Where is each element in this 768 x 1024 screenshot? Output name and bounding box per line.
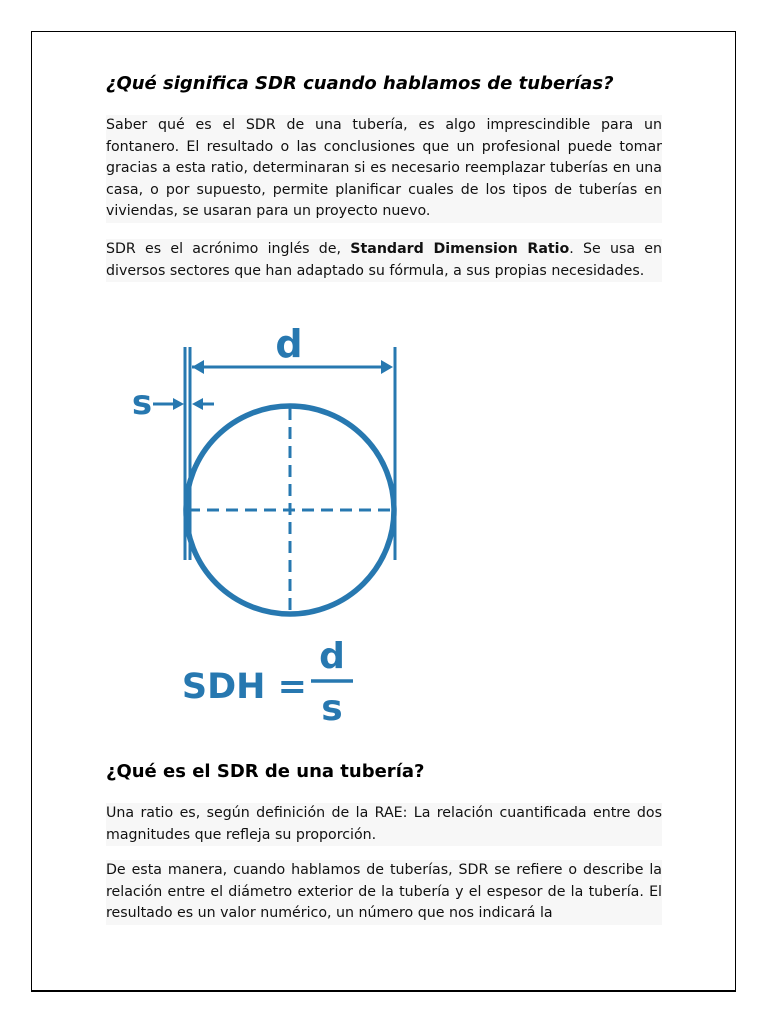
ratio-definition-paragraph: Una ratio es, según definición de la RAE: La relación cuantificada entre dos magnitudes que refleja su proporción.	[106, 803, 662, 846]
intro-paragraph: Saber qué es el SDR de una tubería, es algo imprescindible para un fontanero. El resultado o las conclusiones que un profesional puede tomar gracias a esta ratio, determinaran si es necesario reemplazar tuberías en una casa, o por supuesto, permite planificar cuales de los tipos de tuberías en viviendas, se usaran para un proyecto nuevo.	[106, 115, 662, 223]
acronym-paragraph-prefix: SDR es el acrónimo inglés de,	[106, 241, 351, 257]
arrowhead-icon	[192, 398, 203, 410]
formula-numerator: d	[319, 636, 345, 677]
arrowhead-icon	[381, 360, 393, 374]
sdr-explanation-paragraph: De esta manera, cuando hablamos de tuberías, SDR se refiere o describe la relación entre el diámetro exterior de la tubería y el espesor de la tubería. El resultado es un valor numérico, un número que nos indicará la	[106, 860, 662, 925]
formula-lhs: SDH =	[181, 667, 307, 707]
diameter-label: d	[275, 322, 303, 366]
pipe-sdr-diagram	[120, 310, 420, 730]
section-heading-sdr-meaning: ¿Qué significa SDR cuando hablamos de tuberías?	[106, 73, 614, 94]
arrowhead-icon	[173, 398, 184, 410]
thickness-label: s	[131, 383, 153, 423]
formula-denominator: s	[321, 688, 343, 729]
acronym-expansion: Standard Dimension Ratio	[350, 241, 570, 257]
acronym-paragraph-suffix: . Se usa en diversos sectores que han adaptado su fórmula, a sus propias necesidades.	[106, 241, 662, 279]
section-heading-sdr-definition: ¿Qué es el SDR de una tubería?	[106, 761, 425, 782]
arrowhead-icon	[192, 360, 204, 374]
acronym-paragraph	[106, 239, 662, 282]
